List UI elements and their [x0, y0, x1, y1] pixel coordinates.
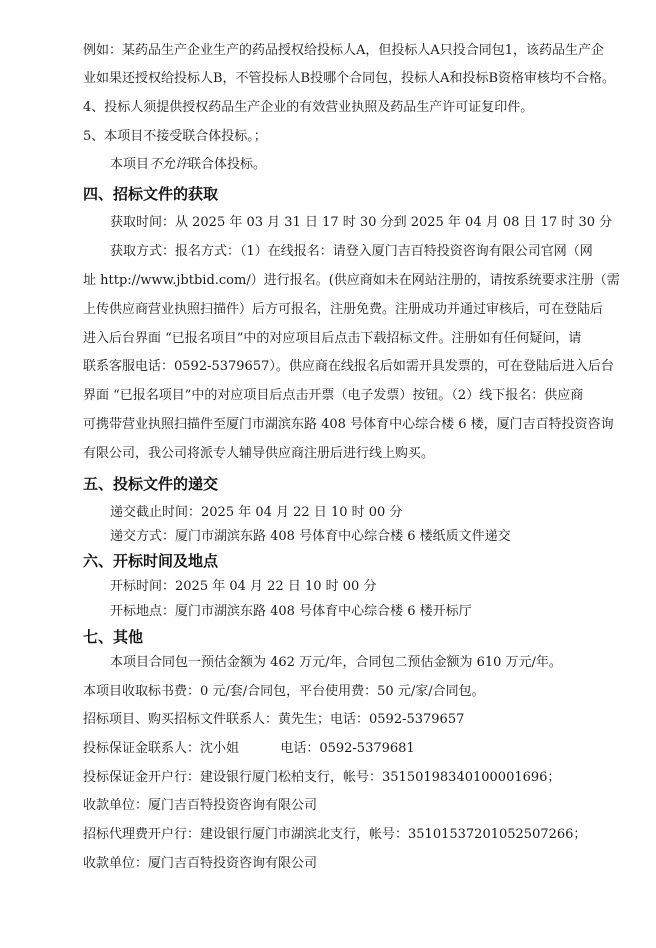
text-line: 收款单位：厦门吉百特投资咨询有限公司 [83, 856, 318, 871]
text-line: 可携带营业执照扫描件至厦门市湖滨东路 408 号体育中心综合楼 6 楼，厦门吉百特投资咨询 [83, 417, 614, 432]
italic-text-segment: 不允许 [149, 157, 189, 172]
text-line: 进入后台界面 “已报名项目”中的对应项目后点击下载招标文件。注册如有任何疑问，请 [83, 331, 582, 346]
text-line: 收款单位：厦门吉百特投资咨询有限公司 [83, 798, 318, 813]
text-line: 本项目收取标书费：0 元/套/合同包，平台使用费：50 元/家/合同包。 [83, 684, 485, 699]
text-line: 4、投标人须提供授权药品生产企业的有效营业执照及药品生产许可证复印件。 [83, 100, 534, 115]
text-line: 招标项目、购买招标文件联系人：黄先生；电话：0592-5379657 [83, 712, 465, 727]
section-heading-6: 六、开标时间及地点 [83, 552, 219, 570]
text-segment: 联合体投标。 [188, 157, 267, 172]
text-line: 投标保证金联系人：沈小姐 电话：0592-5379681 [83, 741, 415, 756]
text-line: 开标时间：2025 年 04 月 22 日 10 时 00 分 [110, 579, 377, 594]
text-line: 获取方式：报名方式：（1）在线报名：请登入厦门吉百特投资咨询有限公司官网（网 [110, 244, 593, 259]
text-line: 递交截止时间：2025 年 04 月 22 日 10 时 00 分 [110, 505, 403, 520]
text-line: 递交方式：厦门市湖滨东路 408 号体育中心综合楼 6 楼纸质文件递交 [110, 529, 511, 544]
text-line: 业如果还授权给投标人B，不管投标人B投哪个合同包，投标人A和投标B资格审核均不合格。 [83, 71, 616, 86]
section-heading-7: 七、其他 [83, 628, 144, 646]
text-line: 联系客服电话：0592-5379657）。供应商在线报名后如需开具发票的，可在登陆后进入后台 [83, 359, 614, 374]
text-line: 上传供应商营业执照扫描件）后方可报名，注册免费。注册成功并通过审核后，可在登陆后 [83, 302, 604, 317]
text-line: 5、本项目不接受联合体投标。； [83, 129, 267, 144]
text-line [110, 156, 266, 174]
text-line: 例如：某药品生产企业生产的药品授权给投标人A，但投标人A只投合同包1，该药品生产企 [83, 43, 605, 58]
text-line: 开标地点：厦门市湖滨东路 408 号体育中心综合楼 6 楼开标厅 [110, 604, 472, 619]
text-line: 有限公司，我公司将派专人辅导供应商注册后进行线上购买。 [83, 446, 435, 461]
text-line: 投标保证金开户行：建设银行厦门松柏支行，帐号：35150198340100001696； [83, 770, 561, 785]
text-line: 本项目合同包一预估金额为 462 万元/年，合同包二预估金额为 610 万元/年。 [110, 655, 562, 670]
text-line: 界面 “已报名项目”中的对应项目后点击开票（电子发票）按钮。（2）线下报名：供应商 [83, 388, 584, 403]
text-line: 获取时间：从 2025 年 03 月 31 日 17 时 30 分到 2025 年 04 月 08 日 17 时 30 分 [110, 215, 613, 230]
section-heading-4: 四、招标文件的获取 [83, 185, 219, 203]
section-heading-5: 五、投标文件的递交 [83, 475, 219, 493]
text-line: 招标代理费开户行：建设银行厦门市湖滨北支行，帐号：35101537201052507266； [83, 827, 587, 842]
text-line: 址 http://www.jbtbid.com/）进行报名。(供应商如未在网站注册的，请按系统要求注册（需 [83, 273, 620, 288]
text-segment: 本项目 [110, 157, 150, 172]
